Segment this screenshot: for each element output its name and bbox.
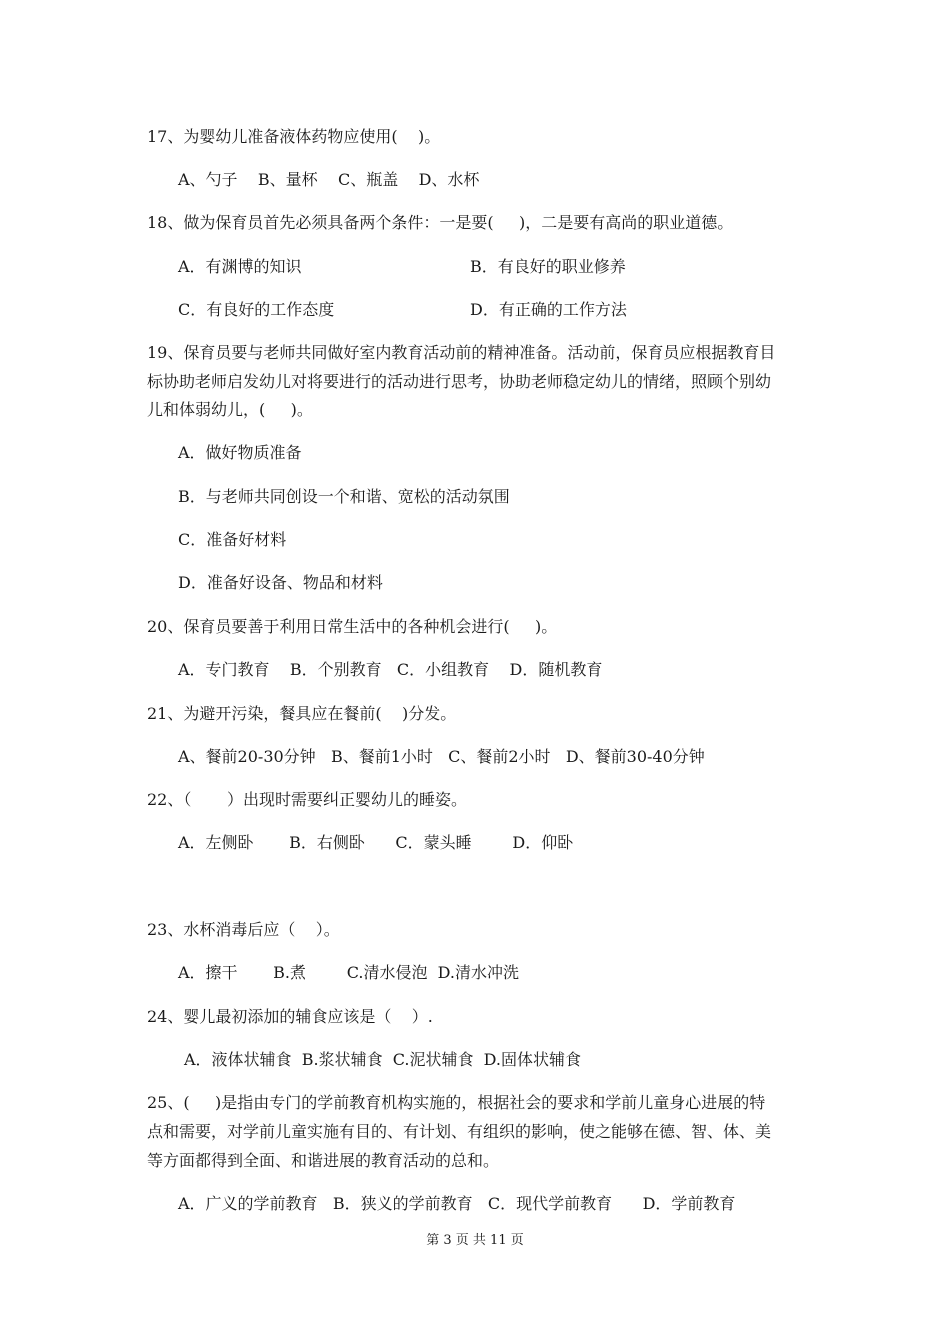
question-23: 23、水杯消毒后应（ ）。 [147, 920, 340, 939]
question-20: 20、保育员要善于利用日常生活中的各种机会进行( )。 [147, 617, 558, 636]
q18-option-a: A．有渊博的知识 [178, 257, 302, 276]
q19-option-b: B．与老师共同创设一个和谐、宽松的活动氛围 [178, 487, 510, 506]
question-19-line-1: 19、保育员要与老师共同做好室内教育活动前的精神准备。活动前，保育员应根据教育目 [147, 343, 776, 362]
question-21: 21、为避开污染，餐具应在餐前( )分发。 [147, 704, 457, 723]
question-19-line-2: 标协助老师启发幼儿对将要进行的活动进行思考，协助老师稳定幼儿的情绪，照顾个别幼 [147, 372, 772, 391]
question-25-line-1: 25、( )是指由专门的学前教育机构实施的，根据社会的要求和学前儿童身心进展的特 [147, 1093, 766, 1112]
q18-option-d: D．有正确的工作方法 [470, 300, 627, 319]
q18-option-b: B．有良好的职业修养 [470, 257, 626, 276]
question-25-line-3: 等方面都得到全面、和谐进展的教育活动的总和。 [147, 1151, 500, 1170]
question-19-line-3: 儿和体弱幼儿，( )。 [147, 400, 313, 419]
question-22: 22、（ ）出现时需要纠正婴幼儿的睡姿。 [147, 790, 467, 809]
q17-options: A、勺子 B、量杯 C、瓶盖 D、水杯 [178, 170, 480, 189]
q19-option-a: A．做好物质准备 [178, 443, 302, 462]
page-number-footer: 第 3 页 共 11 页 [426, 1233, 524, 1248]
question-24: 24、婴儿最初添加的辅食应该是（ ）. [147, 1007, 433, 1026]
question-17: 17、为婴幼儿准备液体药物应使用( )。 [147, 127, 441, 146]
q22-options: A．左侧卧 B．右侧卧 C．蒙头睡 D．仰卧 [178, 833, 574, 852]
q21-options: A、餐前20-30分钟 B、餐前1小时 C、餐前2小时 D、餐前30-40分钟 [178, 747, 705, 766]
q20-options: A．专门教育 B．个别教育 C．小组教育 D．随机教育 [178, 660, 603, 679]
q23-options: A．擦干 B.煮 C.清水侵泡 D.清水冲洗 [178, 963, 519, 982]
q19-option-c: C．准备好材料 [178, 530, 287, 549]
question-25-line-2: 点和需要，对学前儿童实施有目的、有计划、有组织的影响，使之能够在德、智、体、美 [147, 1122, 772, 1141]
q25-options: A．广义的学前教育 B．狭义的学前教育 C．现代学前教育 D．学前教育 [178, 1194, 736, 1213]
question-18: 18、做为保育员首先必须具备两个条件：一是要( )，二是要有高尚的职业道德。 [147, 213, 734, 232]
q18-option-c: C．有良好的工作态度 [178, 300, 335, 319]
q19-option-d: D．准备好设备、物品和材料 [178, 573, 383, 592]
q24-options: A．液体状辅食 B.浆状辅食 C.泥状辅食 D.固体状辅食 [184, 1050, 582, 1069]
